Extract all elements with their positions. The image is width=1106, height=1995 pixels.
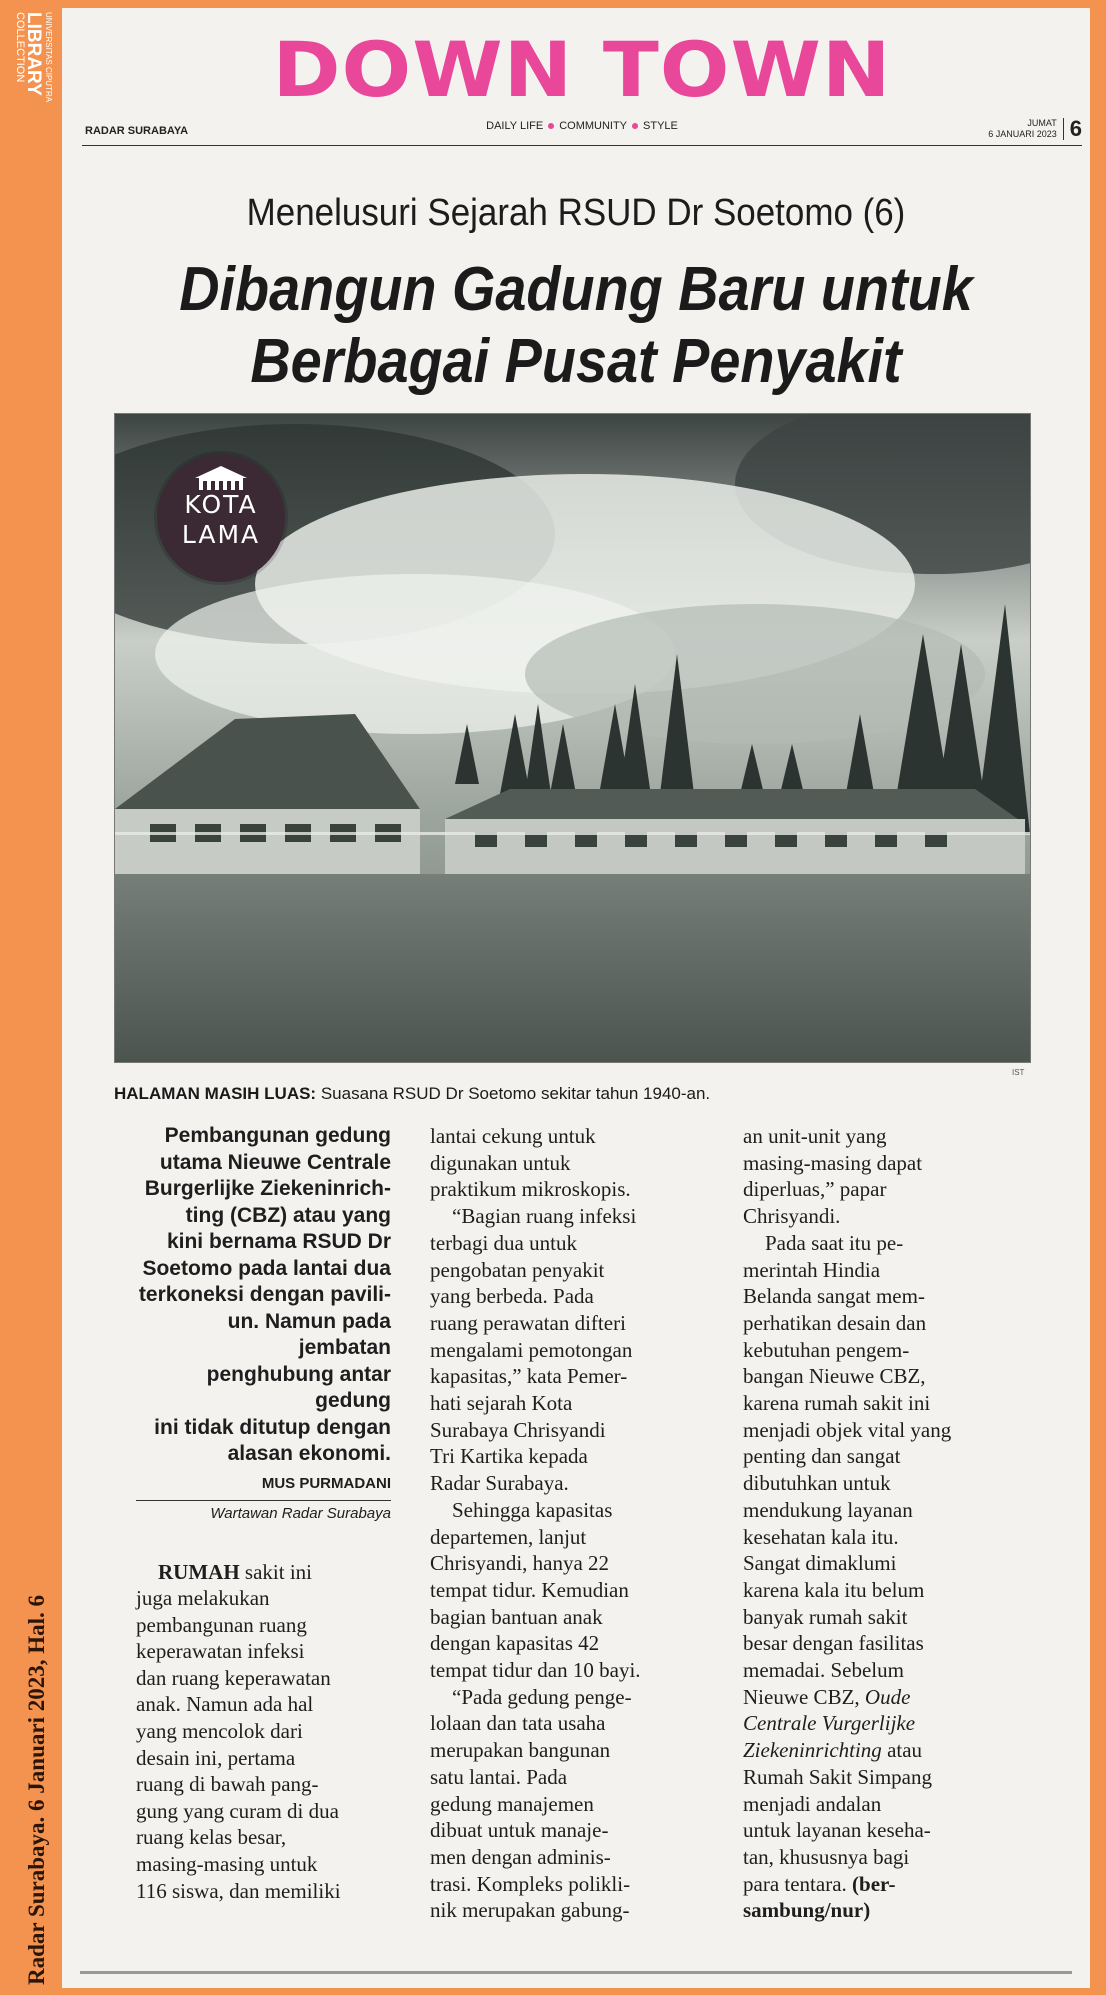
badge-line: KOTA xyxy=(184,490,258,519)
italic-text: Ziekeninrichting xyxy=(743,1738,882,1763)
body-line: “Bagian ruang infeksi xyxy=(452,1204,637,1229)
issue-date-text: 6 JANUARI 2023 xyxy=(988,129,1057,139)
body-line: Rumah Sakit Simpang xyxy=(743,1764,932,1789)
body-line: besar dengan fasilitas xyxy=(743,1631,924,1656)
article-photo xyxy=(114,413,1031,1063)
body-line: dibutuhkan untuk xyxy=(743,1471,891,1496)
body-line: tempat tidur. Kemudian xyxy=(430,1577,629,1602)
building-icon xyxy=(191,464,251,492)
body-line: bagian bantuan anak xyxy=(430,1604,603,1629)
body-line: gung yang curam di dua xyxy=(136,1798,339,1823)
lead-line: ini tidak ditutup dengan xyxy=(154,1415,391,1439)
body-line: anak. Namun ada hal xyxy=(136,1692,314,1717)
body-line: menjadi andalan xyxy=(743,1791,882,1816)
lead-line: Burgerlijke Ziekeninrich- xyxy=(144,1177,391,1200)
body-line: mengalami pemotongan xyxy=(430,1337,633,1362)
body-line: untuk layanan keseha- xyxy=(743,1818,931,1843)
body-line: karena rumah sakit ini xyxy=(743,1391,931,1416)
body-line: atau xyxy=(881,1738,923,1763)
body-line: Nieuwe CBZ, xyxy=(743,1684,860,1709)
lead-line: penghubung antar gedung xyxy=(206,1362,391,1412)
lead-line: utama Nieuwe Centrale xyxy=(159,1150,391,1174)
body-line: lantai cekung untuk xyxy=(430,1124,596,1148)
body-line: yang berbeda. Pada xyxy=(430,1284,594,1309)
stamp-collection: COLLECTION xyxy=(14,12,26,83)
italic-text: Centrale Vurgerlijke xyxy=(743,1711,916,1736)
article-kicker: Menelusuri Sejarah RSUD Dr Soetomo (6) xyxy=(246,192,906,234)
body-line: kesehatan kala itu. xyxy=(743,1524,899,1549)
column-1 xyxy=(136,1123,391,1904)
body-line: Radar Surabaya. xyxy=(430,1471,569,1496)
body-line: masing-masing untuk xyxy=(136,1852,318,1877)
italic-text: Oude xyxy=(864,1684,911,1709)
body-line: lolaan dan tata usaha xyxy=(430,1711,606,1736)
body-line: pembangunan ruang xyxy=(136,1612,307,1637)
body-line: bangan Nieuwe CBZ, xyxy=(743,1364,926,1389)
lead-line: Pembangunan gedung xyxy=(164,1124,391,1147)
body-line: trasi. Kompleks polikli- xyxy=(430,1871,631,1896)
page-number: 6 xyxy=(1069,116,1082,141)
body-line: satu lantai. Pada xyxy=(430,1764,568,1789)
body-line: dibuat untuk manaje- xyxy=(430,1818,609,1843)
body-line: sakit ini xyxy=(239,1559,312,1584)
body-line: “Pada gedung penge- xyxy=(452,1684,632,1709)
author-name: MUS PURMADANI xyxy=(136,1473,391,1501)
body-line: Sangat dimaklumi xyxy=(743,1551,897,1576)
body-line: nik merupakan gabung- xyxy=(430,1898,630,1923)
body-line: dengan kapasitas 42 xyxy=(430,1631,600,1656)
body-line: yang mencolok dari xyxy=(136,1719,303,1744)
body-line: men dengan adminis- xyxy=(430,1844,611,1869)
body-line: merintah Hindia xyxy=(743,1257,881,1282)
newspaper-page xyxy=(62,8,1090,1988)
column-2 xyxy=(430,1123,710,1924)
body-line: terbagi dua untuk xyxy=(430,1230,577,1255)
photo-caption xyxy=(114,1084,1044,1104)
headline-line: Dibangun Gadung Baru untuk xyxy=(179,255,973,324)
body-line: merupakan bangunan xyxy=(430,1738,611,1763)
body-line: banyak rumah sakit xyxy=(743,1604,908,1629)
issue-date xyxy=(988,116,1082,142)
section-tag: COMMUNITY xyxy=(559,120,628,132)
section-tag: DAILY LIFE xyxy=(486,120,544,132)
body-paragraph xyxy=(136,1559,391,1905)
lead-line: alasan ekonomi. xyxy=(227,1442,391,1465)
body-line: para tentara. xyxy=(743,1871,853,1896)
section-tags xyxy=(82,120,1082,132)
body-line: Sehingga kapasitas xyxy=(452,1497,613,1522)
section-tag: STYLE xyxy=(643,120,678,132)
body-line: kapasitas,” kata Pemer- xyxy=(430,1364,628,1389)
body-line: memadai. Sebelum xyxy=(743,1658,904,1683)
stamp-university: UNIVERSITAS CIPUTRA xyxy=(44,12,53,103)
body-line: Surabaya Chrisyandi xyxy=(430,1417,606,1442)
badge-line: LAMA xyxy=(181,520,261,549)
body-line: Chrisyandi, hanya 22 xyxy=(430,1551,610,1576)
signoff: sambung/nur) xyxy=(743,1898,871,1923)
issue-day: JUMAT xyxy=(1027,118,1057,128)
body-line: dan ruang keperawatan xyxy=(136,1665,331,1690)
body-line: diperluas,” papar xyxy=(743,1177,887,1202)
lead-paragraph xyxy=(136,1123,391,1468)
lead-line: terkoneksi dengan pavili- xyxy=(138,1283,391,1306)
kota-lama-badge xyxy=(157,454,285,582)
side-strip xyxy=(0,0,62,1995)
body-line: Pada saat itu pe- xyxy=(765,1230,904,1255)
body-line: tempat tidur dan 10 bayi. xyxy=(430,1658,641,1683)
photo-credit: IST xyxy=(1012,1068,1025,1077)
body-line: Belanda sangat mem- xyxy=(743,1284,925,1309)
body-line: karena kala itu belum xyxy=(743,1577,925,1602)
body-line: gedung manajemen xyxy=(430,1791,594,1816)
lead-line: Soetomo pada lantai dua xyxy=(142,1256,391,1280)
body-line: masing-masing dapat xyxy=(743,1150,923,1175)
header-divider xyxy=(82,145,1082,146)
body-line: mendukung layanan xyxy=(743,1497,913,1522)
caption-text: Suasana RSUD Dr Soetomo sekitar tahun 1940-an. xyxy=(316,1084,711,1103)
article-headline xyxy=(113,254,1038,398)
headline-line: Berbagai Pusat Penyakit xyxy=(250,327,902,396)
pink-dot-icon xyxy=(548,123,554,129)
lead-line: ting (CBZ) atau yang xyxy=(185,1203,391,1227)
lead-line: kini bernama RSUD Dr xyxy=(166,1230,391,1253)
body-line: praktikum mikroskopis. xyxy=(430,1177,631,1202)
body-line: desain ini, pertama xyxy=(136,1745,296,1770)
page-header xyxy=(82,8,1082,156)
publication-name: RADAR SURABAYA xyxy=(85,125,189,137)
body-line: penting dan sangat xyxy=(743,1444,901,1469)
pink-dot-icon xyxy=(632,123,638,129)
library-collection-stamp xyxy=(13,10,57,138)
body-line: departemen, lanjut xyxy=(430,1524,587,1549)
body-line: keperawatan infeksi xyxy=(136,1639,305,1664)
body-line: perhatikan desain dan xyxy=(743,1310,927,1335)
footer-divider xyxy=(80,1971,1072,1974)
source-citation: Radar Surabaya. 6 Januari 2023, Hal. 6 xyxy=(24,1595,49,1985)
signoff: (ber- xyxy=(852,1871,896,1896)
caption-label: HALAMAN MASIH LUAS: xyxy=(114,1084,317,1103)
body-line: kebutuhan pengem- xyxy=(743,1337,910,1362)
lead-line: un. Namun pada jembatan xyxy=(227,1309,391,1359)
column-3 xyxy=(743,1123,1043,1924)
body-line: an unit-unit yang xyxy=(743,1124,887,1148)
body-line: tan, khususnya bagi xyxy=(743,1844,910,1869)
body-line: 116 siswa, dan memiliki xyxy=(136,1878,341,1903)
stamp-library: LIBRARY xyxy=(23,12,44,96)
body-line: digunakan untuk xyxy=(430,1150,571,1175)
body-line: Chrisyandi. xyxy=(743,1204,841,1229)
body-line: ruang kelas besar, xyxy=(136,1825,287,1850)
section-masthead: DOWN TOWN xyxy=(272,26,892,115)
body-line: ruang di bawah pang- xyxy=(136,1772,319,1797)
body-line: menjadi objek vital yang xyxy=(743,1417,952,1442)
body-line: hati sejarah Kota xyxy=(430,1391,573,1416)
opening-word: RUMAH xyxy=(158,1559,240,1584)
body-line: pengobatan penyakit xyxy=(430,1257,605,1282)
body-line: ruang perawatan difteri xyxy=(430,1310,626,1335)
author-role: Wartawan Radar Surabaya xyxy=(210,1504,391,1522)
body-line: juga melakukan xyxy=(136,1586,270,1611)
body-line: Tri Kartika kepada xyxy=(430,1444,588,1469)
